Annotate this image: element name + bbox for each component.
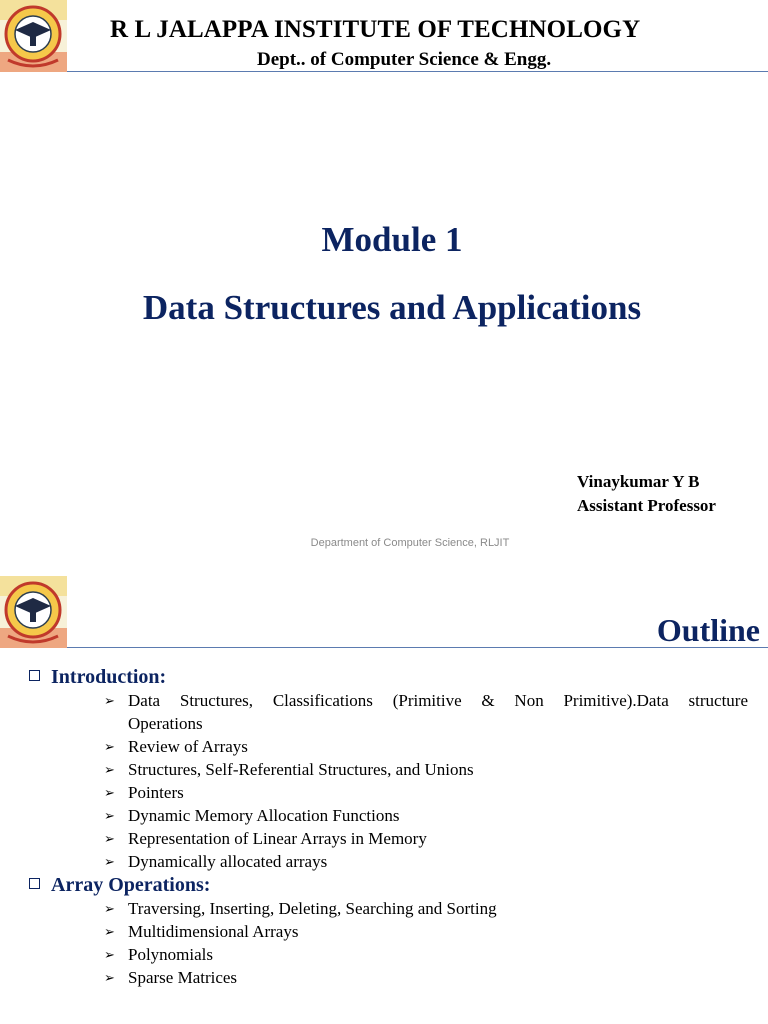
list-item: ➢ Pointers xyxy=(104,783,184,802)
list-item: ➢ Sparse Matrices xyxy=(104,968,238,987)
list-item: ➢ Representation of Linear Arrays in Memory xyxy=(104,829,427,848)
arrow-bullet-icon: ➢ xyxy=(104,970,115,985)
outline-content xyxy=(0,665,768,989)
section-label: Array Operations: xyxy=(51,874,211,896)
list-item: ➢ Structures, Self-Referential Structures, and Unions xyxy=(104,760,474,779)
outline-slide xyxy=(0,572,768,1024)
institute-logo-icon xyxy=(0,576,67,648)
arrow-bullet-icon: ➢ xyxy=(104,785,115,800)
department-name: Dept.. of Computer Science & Engg. xyxy=(257,49,552,70)
subject-title: Data Structures and Applications xyxy=(142,288,642,327)
header-rule xyxy=(67,71,768,72)
list-item-continuation: Operations xyxy=(128,714,203,733)
slide-footer: Department of Computer Science, RLJIT xyxy=(310,537,510,549)
author-name: Vinaykumar Y B xyxy=(577,472,700,491)
module-title: Module 1 xyxy=(321,220,463,259)
list-item: ➢ Dynamically allocated arrays xyxy=(104,852,328,871)
arrow-bullet-icon: ➢ xyxy=(104,808,115,823)
section-introduction xyxy=(0,665,768,689)
list-item: ➢ Review of Arrays xyxy=(104,737,248,756)
author-title: Assistant Professor xyxy=(577,496,716,515)
arrow-bullet-icon: ➢ xyxy=(104,854,115,869)
arrow-bullet-icon: ➢ xyxy=(104,831,115,846)
arrow-bullet-icon: ➢ xyxy=(104,901,115,916)
institute-logo-icon xyxy=(0,0,67,72)
arrow-bullet-icon: ➢ xyxy=(104,739,115,754)
arrow-bullet-icon: ➢ xyxy=(104,947,115,962)
institute-name: R L JALAPPA INSTITUTE OF TECHNOLOGY xyxy=(110,16,641,43)
checkbox-bullet-icon xyxy=(29,670,40,681)
arrow-bullet-icon: ➢ xyxy=(104,924,115,939)
author-block xyxy=(577,470,716,518)
list-item: ➢ Traversing, Inserting, Deleting, Searching and Sorting xyxy=(104,899,497,918)
checkbox-bullet-icon xyxy=(29,878,40,889)
section-array-operations xyxy=(0,873,768,897)
list-item: ➢ Dynamic Memory Allocation Functions xyxy=(104,806,400,825)
list-item: ➢ Multidimensional Arrays xyxy=(104,922,299,941)
list-item: ➢ Data Structures, Classifications (Primitive & Non Primitive).Data structure xyxy=(104,691,748,710)
arrow-bullet-icon: ➢ xyxy=(104,762,115,777)
arrow-bullet-icon: ➢ xyxy=(104,693,115,708)
list-item: ➢ Polynomials xyxy=(104,945,214,964)
outline-title: Outline xyxy=(656,612,760,648)
section-label: Introduction: xyxy=(51,666,167,688)
